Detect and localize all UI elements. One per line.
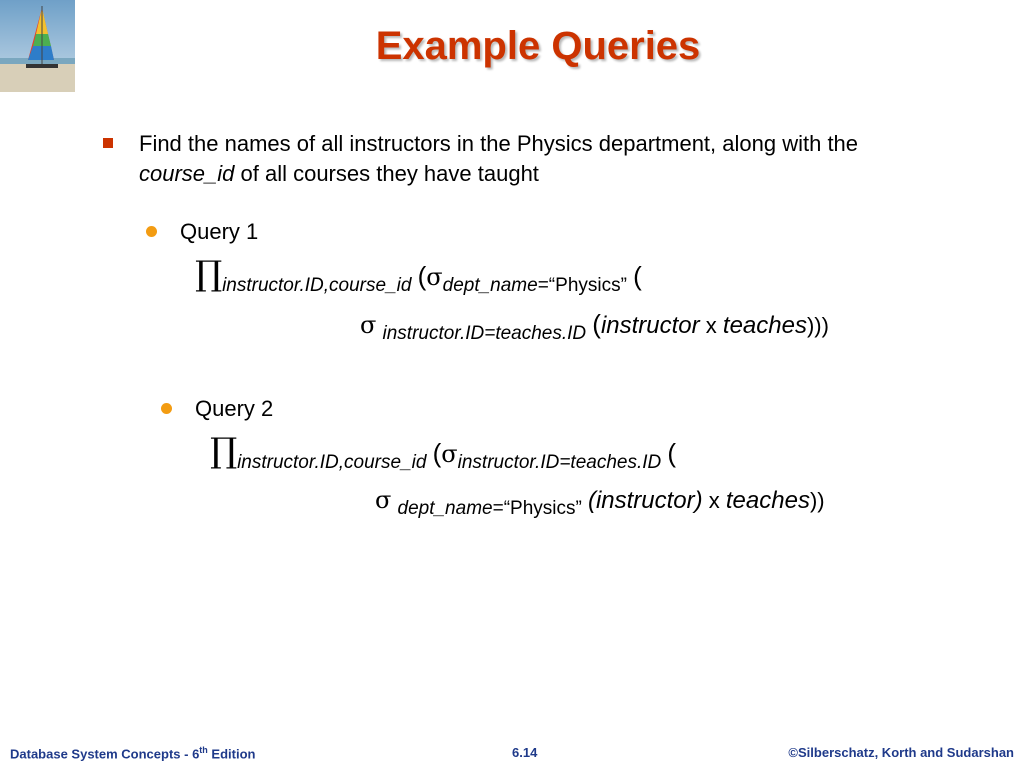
query-1-label: Query 1 — [180, 219, 259, 244]
slide-title: Example Queries — [375, 24, 701, 68]
round-bullet-icon — [161, 403, 172, 414]
round-bullet-icon — [146, 226, 157, 237]
close-parens: ))) — [806, 313, 829, 338]
selection-eq: =“ — [492, 498, 511, 519]
selection-attr: dept_name — [442, 275, 538, 296]
selection-condition: instructor.ID=teaches.ID — [382, 323, 587, 344]
open-paren: ( — [633, 261, 642, 291]
selection-condition: instructor.ID=teaches.ID — [457, 452, 662, 473]
footer-book-name: Database System Concepts - 6 — [10, 746, 200, 762]
selection-symbol: σ — [360, 311, 377, 339]
projection-attrs: instructor.ID,course_id — [222, 275, 412, 296]
open-paren: ( — [667, 438, 677, 468]
open-paren: ( — [417, 261, 427, 291]
footer-page-number: 6.14 — [512, 745, 538, 760]
open-paren: ( — [592, 309, 601, 339]
footer-edition-sup: th — [199, 745, 208, 755]
open-paren: ( — [432, 438, 442, 468]
bullet-line-1: Find the names of all instructors in the Physics department, along with the — [139, 131, 859, 156]
main-bullet-text — [139, 129, 999, 189]
relation-instructor: (instructor) — [587, 487, 703, 514]
selection-value: Physics” — [555, 275, 627, 296]
query-2-line-1 — [210, 431, 676, 471]
square-bullet-icon — [103, 138, 113, 148]
relation-teaches: teaches — [722, 312, 807, 339]
cross-product-symbol: x — [708, 488, 720, 513]
selection-value: Physics” — [510, 498, 582, 519]
bullet-line-2-rest: of all courses they have taught — [234, 161, 539, 186]
footer-edition: Edition — [207, 746, 256, 762]
projection-attrs: instructor.ID,course_id — [237, 452, 427, 473]
relation-teaches: teaches — [725, 487, 810, 514]
projection-symbol: ∏ — [210, 431, 238, 471]
footer-copyright: ©Silberschatz, Korth and Sudarshan — [788, 745, 1014, 760]
footer-book-title — [10, 745, 255, 761]
selection-symbol: σ — [441, 440, 458, 468]
query-2-label: Query 2 — [195, 396, 274, 421]
query-2-line-2 — [375, 486, 825, 519]
selection-eq: =“ — [537, 275, 556, 296]
relation-instructor: instructor — [600, 312, 700, 339]
selection-symbol: σ — [426, 263, 443, 291]
cross-product-symbol: x — [705, 313, 717, 338]
query-1-line-1 — [195, 254, 642, 294]
query-1-line-2 — [360, 309, 829, 344]
selection-attr: dept_name — [397, 498, 493, 519]
close-parens: )) — [809, 488, 825, 513]
course-id-term: course_id — [139, 161, 235, 186]
projection-symbol: ∏ — [195, 254, 223, 294]
selection-symbol: σ — [375, 486, 392, 514]
